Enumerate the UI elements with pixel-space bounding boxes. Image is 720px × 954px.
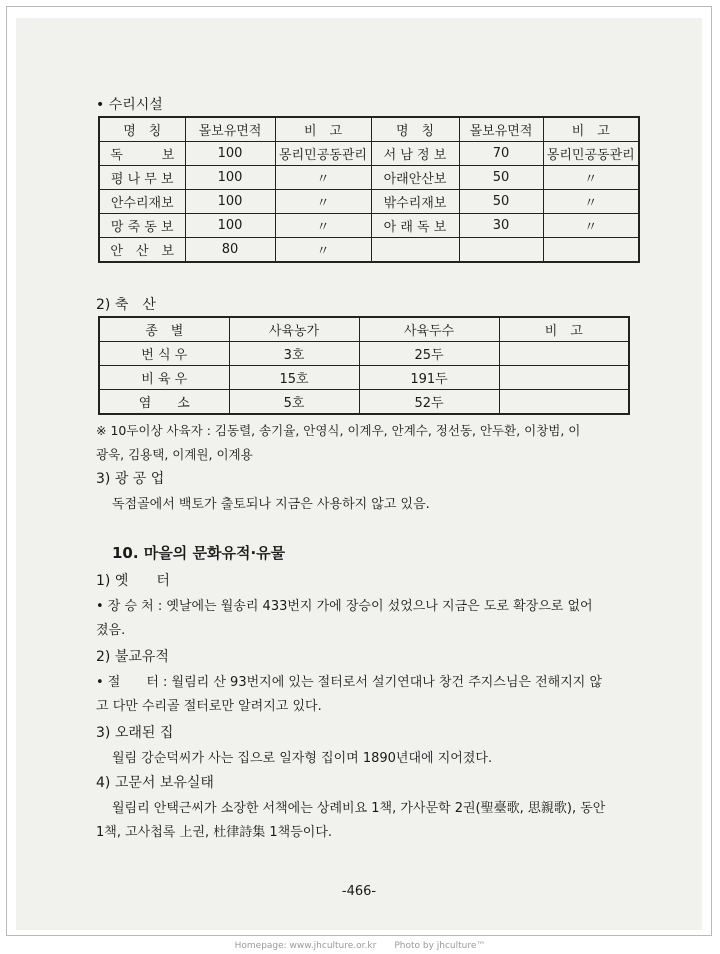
irrigation-table-header-cell: 명 칭 (99, 117, 185, 142)
photo-footer: Homepage: www.jhculture.or.kr Photo by jhculture™ (234, 941, 486, 951)
irrigation-table-cell: 〃 (275, 166, 371, 190)
irrigation-table-cell: 〃 (275, 214, 371, 238)
irrigation-table-cell: 〃 (275, 238, 371, 263)
mining-heading: 3) 광 공 업 (96, 471, 165, 487)
section10-s1-line2: 졌음. (96, 623, 126, 638)
irrigation-table-cell: 〃 (543, 190, 639, 214)
irrigation-table-cell: 100 (185, 190, 275, 214)
livestock-table-cell: 52두 (359, 390, 499, 415)
irrigation-table-header-cell: 몰보유면적 (185, 117, 275, 142)
section10-s2-line2: 고 다만 수리골 절터로만 알려지고 있다. (96, 699, 322, 714)
irrigation-table-cell: 50 (459, 166, 543, 190)
section10-title: 10. 마을의 문화유적·유물 (112, 544, 286, 562)
irrigation-table-header-cell: 비 고 (543, 117, 639, 142)
livestock-table-cell: 염 소 (99, 390, 229, 415)
section10-s2-line1: • 절 터 : 월림리 산 93번지에 있는 절터로서 설기연대나 창건 주지스님은 전해지지 않 (96, 675, 603, 690)
irrigation-table-row (99, 214, 639, 238)
irrigation-table-cell: 안수리재보 (99, 190, 185, 214)
irrigation-table-cell: 50 (459, 190, 543, 214)
irrigation-table-cell: 100 (185, 166, 275, 190)
irrigation-table-cell: 밖수리재보 (371, 190, 459, 214)
livestock-table-cell: 번 식 우 (99, 342, 229, 366)
document-page (16, 18, 702, 930)
irrigation-table-row (99, 190, 639, 214)
irrigation-table (98, 116, 640, 263)
section10-s4-heading: 4) 고문서 보유실태 (96, 775, 214, 791)
irrigation-table-cell: 〃 (543, 166, 639, 190)
irrigation-table-cell: 망 죽 동 보 (99, 214, 185, 238)
livestock-table-cell (499, 366, 629, 390)
livestock-note-line2: 광욱, 김용택, 이계원, 이계용 (96, 447, 253, 462)
livestock-table-row (99, 342, 629, 366)
livestock-table-row (99, 390, 629, 415)
section10-s2-heading: 2) 불교유적 (96, 649, 169, 665)
irrigation-table-cell: 평 나 무 보 (99, 166, 185, 190)
livestock-table-header-cell: 사육두수 (359, 317, 499, 342)
section10-s3-line1: 월림 강순덕씨가 사는 집으로 일자형 집이며 1890년대에 지어졌다. (112, 751, 493, 766)
irrigation-table-cell: 안 산 보 (99, 238, 185, 263)
livestock-table-header-cell: 비 고 (499, 317, 629, 342)
page-number: -466- (341, 884, 377, 899)
livestock-table-cell (499, 390, 629, 415)
irrigation-table-row (99, 142, 639, 166)
section10-s4-line1: 월림리 안택근씨가 소장한 서책에는 상례비요 1책, 가사문학 2권(聖臺歌, 思親歌), 동안 (112, 801, 606, 816)
livestock-table-cell: 15호 (229, 366, 359, 390)
irrigation-table-cell: 100 (185, 142, 275, 166)
irrigation-table-cell: 30 (459, 214, 543, 238)
irrigation-table-cell (543, 238, 639, 263)
irrigation-table-cell (371, 238, 459, 263)
irrigation-table-row (99, 166, 639, 190)
section10-s1-line1: • 장 승 처 : 옛날에는 월송리 433번지 가에 장승이 섰었으나 지금은 도로 확장으로 없어 (96, 599, 593, 614)
livestock-note-line1: ※ 10두이상 사육자 : 김동렬, 송기율, 안영식, 이계우, 안계수, 정선동, 안두환, 이창범, 이 (96, 423, 581, 438)
irrigation-table-header-cell: 몰보유면적 (459, 117, 543, 142)
irrigation-table-cell: 아 래 독 보 (371, 214, 459, 238)
section10-s4-line2: 1책, 고사첩록 上권, 杜律詩集 1책등이다. (96, 825, 333, 840)
livestock-table-header-cell: 사육농가 (229, 317, 359, 342)
irrigation-table-cell: 100 (185, 214, 275, 238)
irrigation-table-header-cell: 명 칭 (371, 117, 459, 142)
livestock-table-cell: 비 육 우 (99, 366, 229, 390)
irrigation-table-cell (459, 238, 543, 263)
irrigation-table-header-cell: 비 고 (275, 117, 371, 142)
livestock-table-cell: 3호 (229, 342, 359, 366)
irrigation-table-cell: 70 (459, 142, 543, 166)
irrigation-table-header-row (99, 117, 639, 142)
livestock-table-cell: 191두 (359, 366, 499, 390)
section10-s3-heading: 3) 오래된 집 (96, 725, 174, 741)
irrigation-table-cell: 몽리민공동관리 (275, 142, 371, 166)
irrigation-table-cell: 몽리민공동관리 (543, 142, 639, 166)
irrigation-table-cell: 서 남 정 보 (371, 142, 459, 166)
irrigation-heading: • 수리시설 (96, 97, 163, 113)
livestock-table-cell: 25두 (359, 342, 499, 366)
mining-text: 독점골에서 백토가 출토되나 지금은 사용하지 않고 있음. (112, 497, 430, 512)
section10-s1-heading: 1) 옛 터 (96, 573, 170, 589)
livestock-heading: 2) 축 산 (96, 297, 156, 313)
livestock-table (98, 316, 630, 415)
irrigation-table-cell: 〃 (543, 214, 639, 238)
irrigation-table-cell: 아래안산보 (371, 166, 459, 190)
irrigation-table-cell: 〃 (275, 190, 371, 214)
irrigation-table-row (99, 238, 639, 263)
irrigation-table-cell: 80 (185, 238, 275, 263)
livestock-table-cell (499, 342, 629, 366)
livestock-table-header-cell: 종 별 (99, 317, 229, 342)
livestock-table-header-row (99, 317, 629, 342)
irrigation-table-cell: 독 보 (99, 142, 185, 166)
livestock-table-cell: 5호 (229, 390, 359, 415)
livestock-table-row (99, 366, 629, 390)
